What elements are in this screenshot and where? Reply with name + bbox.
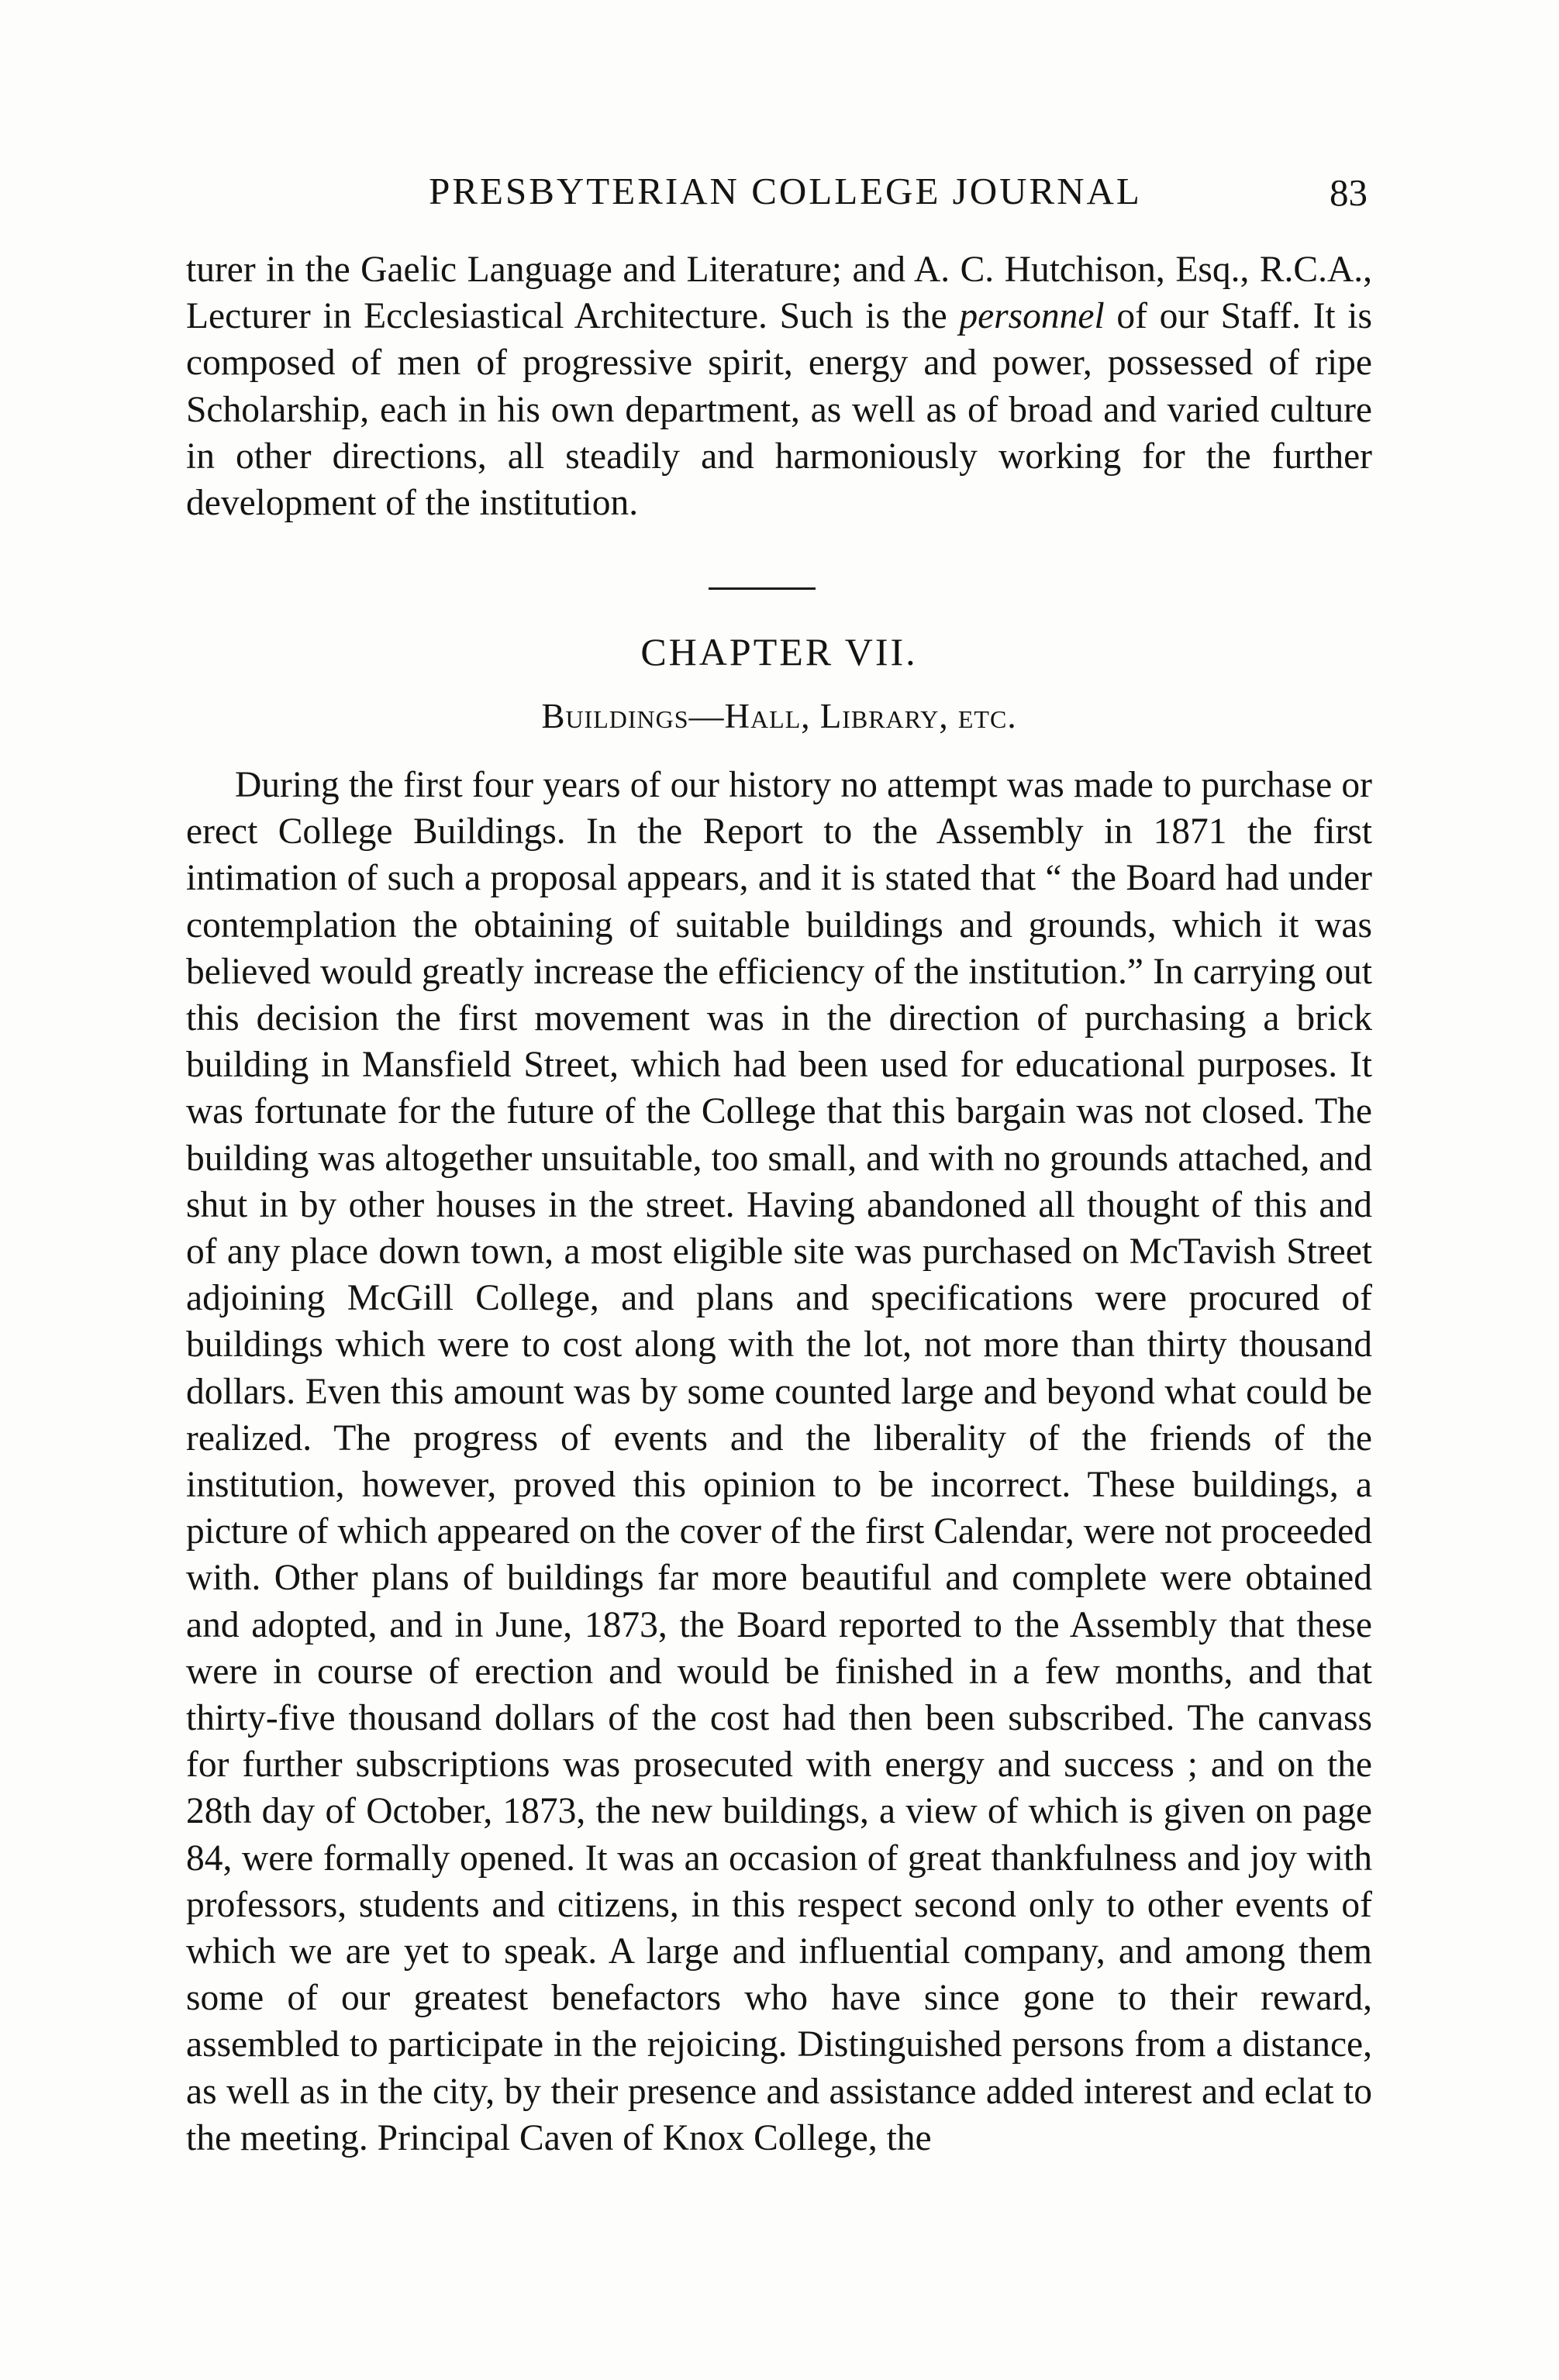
page-number: 83 [1330, 171, 1368, 214]
continued-paragraph-text: turer in the Gaelic Language and Literature; and A. C. Hutchison, Esq., R.C.A., Lecturer in Ecclesiastical Architecture. Such is the [186, 250, 1372, 337]
running-title: PRESBYTERIAN COLLEGE JOURNAL [429, 170, 1142, 212]
main-paragraph-text: During the first four years of our history no attempt was made to purchase or erect College Buildings. In the Report to the Assembly in 1871 the first intimation of such a proposal appears, and it is stated that “ the Board had under contemplation the obtaining of suitable buildings and grounds, which it was believed would greatly increase the efficiency of the institution.” In carrying out this decision the first movement was in the direction of purchasing a brick building in Mansfield Street, which had been used for educational purposes. It was fortunate for the future of the College that this bargain was not closed. The building was altogether unsuitable, too small, and with no grounds attached, and shut in by other houses in the street. Having abandoned all thought of this and of any place down town, a most eligible site was purchased on McTavish Street adjoining McGill College, and plans and specifications were procured of buildings which were to cost along with the lot, not more than thirty thousand dollars. Even this amount was by some counted large and beyond what could be realized. The progress of events and the liberality of the friends of the institution, however, proved this opinion to be incorrect. These buildings, a picture of which appeared on the cover of the first Calendar, were not proceeded with. Other plans of buildings far more beautiful and complete were obtained and adopted, and in June, 1873, the Board reported to the Assembly that these were in course of erection and would be finished in a few months, and that thirty-five thousand dollars of the cost had then been subscribed. The canvass for further subscriptions was prosecuted with energy and success ; and on the 28th day of October, 1873, the new buildings, a view of which is given on page 84, were formally opened. It was an occasion of great thankfulness and joy with professors, students and citizens, in this respect second only to other events of which we are yet to speak. A large and influential company, and among them some of our greatest benefactors who have since gone to their reward, assembled to participate in the rejoicing. Distinguished persons from a distance, as well as in the city, by their presence and assistance added interest and eclat to the meeting. Principal Caven of Knox College, the [186, 765, 1372, 2158]
running-head [203, 169, 1368, 231]
italic-word: personnel [959, 296, 1105, 337]
main-paragraph [186, 762, 1372, 2161]
chapter-heading: CHAPTER VII. [640, 630, 918, 673]
chapter-subheading: Buildings—Hall, Library, etc. [541, 697, 1017, 735]
continued-paragraph [186, 246, 1372, 526]
continued-paragraph-text-end: of our Staff. It is composed of men of progressive spirit, energy and power, possessed of ripe Scholarship, each in his own department, as well as of broad and varied culture in other directions, all steadily and harmoniously working for the further development of the institution. [186, 296, 1372, 524]
section-divider [709, 587, 816, 590]
